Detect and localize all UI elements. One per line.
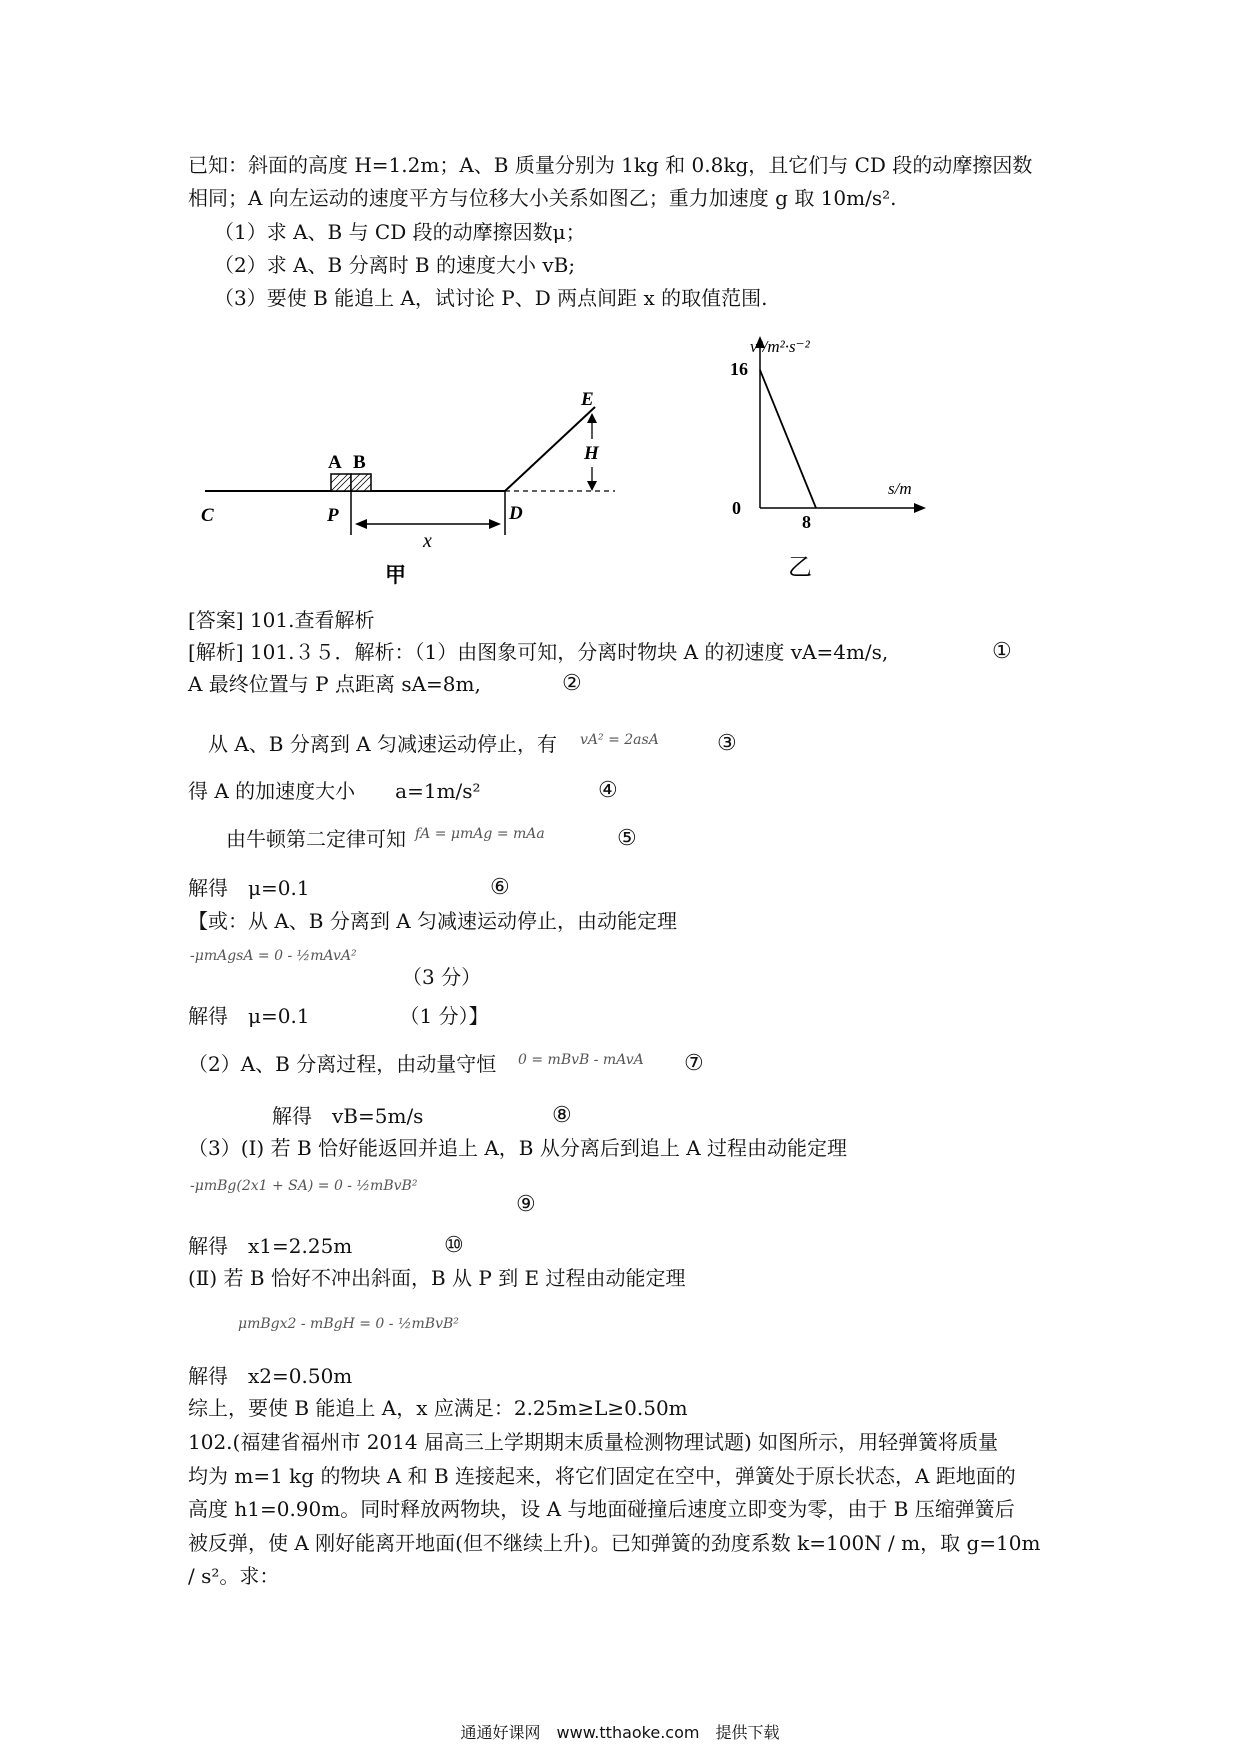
intro-line-2: 相同；A 向左运动的速度平方与位移大小关系如图乙；重力加速度 g 取 10m/s². (188, 186, 897, 210)
caption-jia: 甲 (385, 563, 406, 587)
analysis-line-10: （3）(Ⅰ) 若 B 恰好能返回并追上 A，B 从分离后到追上 A 过程由动能定理 (188, 1136, 848, 1160)
analysis-line-9: 解得 vB=5m/s (272, 1104, 424, 1128)
y-tick-16: 16 (730, 359, 748, 379)
label-c: C (201, 505, 214, 526)
label-x: x (423, 530, 432, 552)
equation-9: -μmBg(2x1 + SA) = 0 - ½mBvB² (190, 1178, 418, 1194)
circled-8: ⑧ (552, 1103, 572, 1128)
question-3: （3）要使 B 能追上 A，试讨论 P、D 两点间距 x 的取值范围. (214, 286, 768, 310)
analysis-line-8: （2）A、B 分离过程，由动量守恒 (188, 1052, 497, 1076)
problem-102-line-2: 均为 m=1 kg 的物块 A 和 B 连接起来，将它们固定在空中，弹簧处于原长状态，A 距地面的 (188, 1464, 1016, 1488)
analysis-line-7: 解得 μ=0.1 （1 分）】 (188, 1004, 489, 1028)
x-axis-label: s/m (888, 479, 912, 498)
answer-line: [答案] 101.查看解析 (188, 608, 375, 632)
problem-102-line-4: 被反弹，使 A 刚好能离开地面(但不继续上升)。已知弹簧的劲度系数 k=100N / m，取 g=10m (188, 1531, 1041, 1555)
label-a: A (328, 452, 342, 473)
circled-10: ⑩ (444, 1233, 464, 1258)
circled-4: ④ (598, 778, 618, 803)
intro-line-1: 已知：斜面的高度 H=1.2m；A、B 质量分别为 1kg 和 0.8kg，且它们与 CD 段的动摩擦因数 (188, 153, 1033, 177)
analysis-line-2: A 最终位置与 P 点距离 sA=8m, (188, 672, 481, 696)
label-p: P (327, 505, 339, 526)
label-d: D (509, 503, 523, 524)
equation-3: vA² = 2asA (580, 732, 659, 748)
alternative-line: 【或：从 A、B 分离到 A 匀减速运动停止，由动能定理 (188, 909, 678, 933)
label-b: B (353, 452, 366, 473)
problem-102-line-5: / s²。求： (188, 1564, 280, 1588)
y-axis-label: v²/m²·s⁻² (750, 337, 810, 356)
v2-s-line (760, 370, 816, 508)
problem-102-line-3: 高度 h1=0.90m。同时释放两物块，设 A 与地面碰撞后速度立即变为零，由于 B 压缩弹簧后 (188, 1497, 1015, 1521)
analysis-line-1: [解析] 101.３５．解析：（1）由图象可知，分离时物块 A 的初速度 vA=4m/s, (188, 640, 889, 664)
label-e: E (581, 389, 594, 410)
score-3: （3 分） (402, 965, 482, 989)
equation-11: μmBgx2 - mBgH = 0 - ½mBvB² (238, 1316, 459, 1332)
analysis-line-6: 解得 μ=0.1 (188, 876, 310, 900)
equation-7: 0 = mBvB - mAvA (518, 1052, 644, 1068)
circled-5: ⑤ (617, 826, 637, 851)
analysis-line-4: 得 A 的加速度大小 a=1m/s² (188, 779, 481, 803)
x-tick-8: 8 (802, 512, 811, 532)
analysis-line-13: 解得 x2=0.50m (188, 1364, 353, 1388)
conclusion-line: 综上，要使 B 能追上 A，x 应满足：2.25m≥L≥0.50m (188, 1396, 688, 1420)
circled-3: ③ (717, 731, 737, 756)
analysis-line-12: (Ⅱ) 若 B 恰好不冲出斜面，B 从 P 到 E 过程由动能定理 (188, 1266, 686, 1290)
circled-9: ⑨ (516, 1192, 536, 1217)
question-2: （2）求 A、B 分离时 B 的速度大小 vB; (214, 253, 576, 277)
equation-5: fA = μmAg = mAa (415, 826, 545, 842)
equation-alt: -μmAgsA = 0 - ½mAvA² (190, 948, 357, 964)
analysis-line-3: 从 A、B 分离到 A 匀减速运动停止，有 (208, 732, 558, 756)
problem-102-line-1: 102.(福建省福州市 2014 届高三上学期期末质量检测物理试题) 如图所示，用轻弹簧将质量 (188, 1430, 999, 1454)
circled-7: ⑦ (684, 1051, 704, 1076)
label-h: H (584, 443, 599, 464)
origin-label: 0 (732, 498, 741, 518)
analysis-line-11: 解得 x1=2.25m (188, 1234, 353, 1258)
analysis-line-5: 由牛顿第二定律可知 (226, 827, 406, 851)
caption-yi: 乙 (788, 555, 812, 581)
page-footer: 通通好课网 www.tthaoke.com 提供下载 (460, 1723, 780, 1742)
circled-2: ② (562, 671, 582, 696)
figure-yi (720, 330, 950, 590)
circled-6: ⑥ (490, 875, 510, 900)
figure-jia (195, 375, 635, 595)
question-1: （1）求 A、B 与 CD 段的动摩擦因数μ； (214, 220, 586, 244)
circled-1: ① (992, 639, 1012, 664)
